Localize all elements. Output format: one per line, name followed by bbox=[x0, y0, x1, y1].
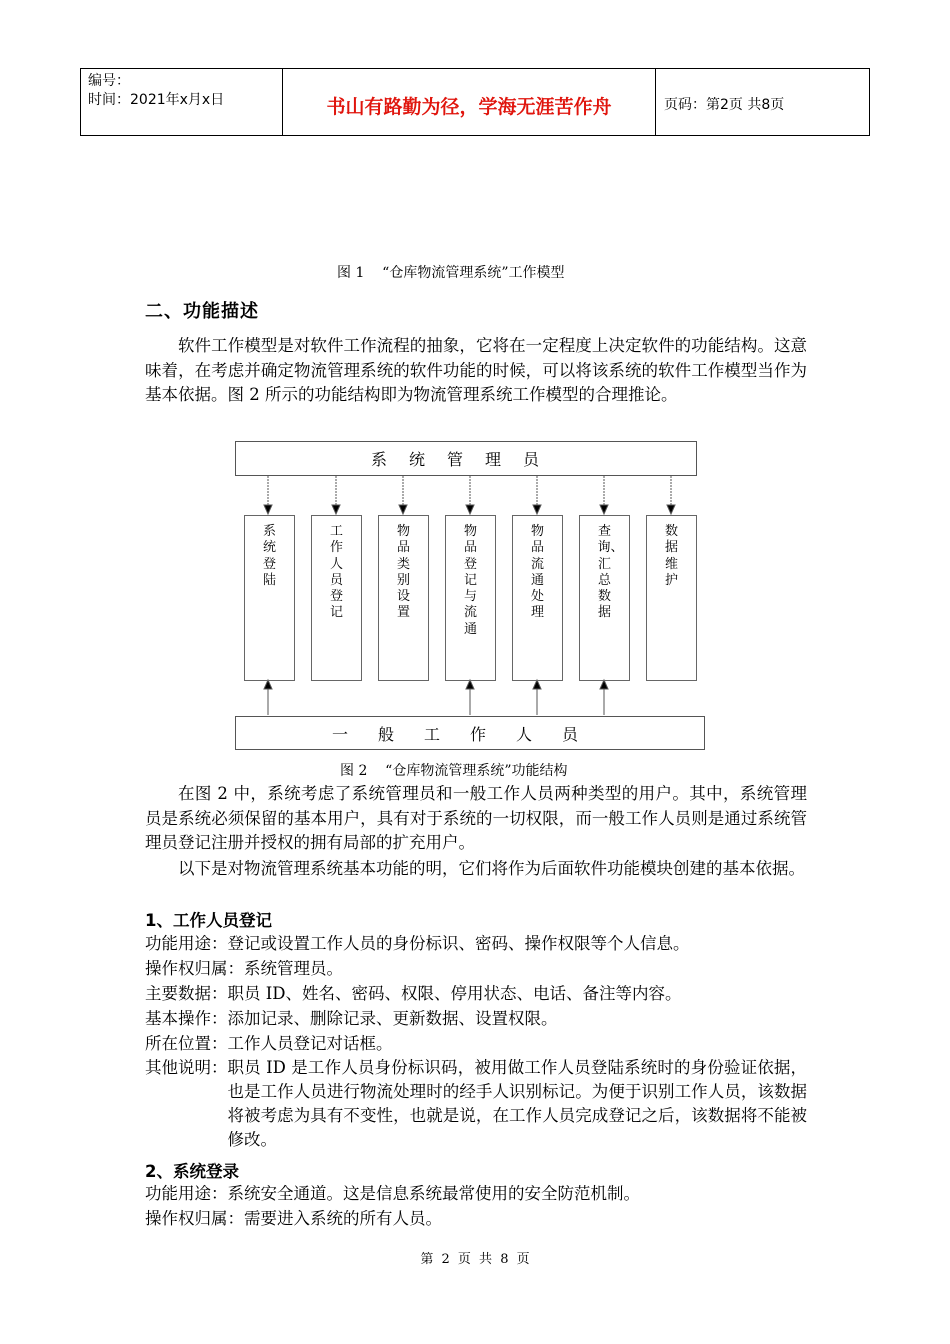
field-value: 系统管理员。 bbox=[244, 959, 343, 978]
field-key: 主要数据： bbox=[145, 984, 228, 1003]
diagram-module-box bbox=[512, 515, 563, 681]
users-paragraph: 在图 2 中，系统考虑了系统管理员和一般工作人员两种类型的用户。其中，系统管理员是系统必须保留的基本用户，具有对于系统的一切权限，而一般工作人员则是通过系统管理员登记注册并授权的拥有局部的扩充用户。 bbox=[145, 784, 807, 852]
figure1-caption: 图 1 “仓库物流管理系统”工作模型 bbox=[337, 265, 565, 281]
figure2-caption: 图 2 “仓库物流管理系统”功能结构 bbox=[340, 763, 568, 779]
header-date: 时间：2021年x月x日 bbox=[88, 92, 225, 108]
func1-notes bbox=[145, 1056, 807, 1152]
func2-purpose bbox=[145, 1182, 807, 1206]
diagram-module-box bbox=[311, 515, 362, 681]
func2-owner bbox=[145, 1207, 807, 1231]
func1-location bbox=[145, 1032, 807, 1056]
field-value: 职员 ID、姓名、密码、权限、停用状态、电话、备注等内容。 bbox=[227, 984, 682, 1003]
diagram-module-box bbox=[579, 515, 630, 681]
func1-operations bbox=[145, 1007, 807, 1031]
diagram-module-box bbox=[378, 515, 429, 681]
header-motto: 书山有路勤为径，学海无涯苦作舟 bbox=[326, 96, 612, 118]
field-value: 工作人员登记对话框。 bbox=[227, 1034, 393, 1053]
diagram-admin-label: 系统管理员 bbox=[370, 450, 561, 469]
diagram-staff-label: 一般工作人员 bbox=[331, 724, 608, 744]
func1-owner bbox=[145, 957, 807, 981]
basis-paragraph: 以下是对物流管理系统基本功能的明，它们将作为后面软件功能模块创建的基本依据。 bbox=[178, 859, 805, 878]
diagram-module-box bbox=[445, 515, 496, 681]
func1-purpose bbox=[145, 932, 807, 956]
header-page-number: 页码：第2页 共8页 bbox=[664, 97, 785, 113]
intro-paragraph: 软件工作模型是对软件工作流程的抽象，它将在一定程度上决定软件的功能结构。这意味着，在考虑并确定物流管理系统的软件功能的时候，可以将该系统的软件工作模型当作为基本依据。图 2 所示的功能结构即为物流管理系统工作模型的合理推论。 bbox=[145, 336, 807, 404]
page-footer: 第 2 页 共 8 页 bbox=[420, 1252, 530, 1267]
field-key: 其他说明： bbox=[145, 1058, 228, 1077]
field-key: 所在位置： bbox=[145, 1034, 228, 1053]
field-key: 功能用途： bbox=[145, 934, 228, 953]
section-title: 二、功能描述 bbox=[145, 301, 259, 322]
module-label: 系统登陆 bbox=[262, 524, 276, 588]
field-key: 功能用途： bbox=[145, 1184, 228, 1203]
field-value: 职员 ID 是工作人员身份标识码，被用做工作人员登陆系统时的身份验证依据，也是工作人员进行物流处理时的经手人识别标记。为便于识别工作人员，该数据将被考虑为具有不变性，也就是说，在工作人员完成登记之后，该数据将不能被修改。 bbox=[227, 1058, 807, 1149]
func2-title: 2、系统登录 bbox=[145, 1162, 239, 1181]
field-value: 需要进入系统的所有人员。 bbox=[244, 1209, 442, 1228]
field-value: 系统安全通道。这是信息系统最常使用的安全防范机制。 bbox=[227, 1184, 640, 1203]
diagram-module-box bbox=[244, 515, 295, 681]
module-label: 物品流通处理 bbox=[530, 524, 544, 621]
header-number: 编号： bbox=[88, 73, 130, 89]
module-label: 工作人员登记 bbox=[329, 524, 343, 621]
module-label: 数据维护 bbox=[664, 524, 678, 588]
field-key: 操作权归属： bbox=[145, 959, 244, 978]
field-value: 登记或设置工作人员的身份标识、密码、操作权限等个人信息。 bbox=[227, 934, 690, 953]
module-label: 物品类别设置 bbox=[396, 524, 410, 621]
diagram-staff-box bbox=[235, 716, 705, 750]
diagram-module-box bbox=[646, 515, 697, 681]
module-label: 物品登记与流通 bbox=[463, 524, 477, 637]
func1-data bbox=[145, 982, 807, 1006]
module-label: 查询、汇总数据 bbox=[597, 524, 624, 621]
func1-title: 1、工作人员登记 bbox=[145, 911, 272, 930]
field-value: 添加记录、删除记录、更新数据、设置权限。 bbox=[227, 1009, 558, 1028]
field-key: 基本操作： bbox=[145, 1009, 228, 1028]
field-key: 操作权归属： bbox=[145, 1209, 244, 1228]
